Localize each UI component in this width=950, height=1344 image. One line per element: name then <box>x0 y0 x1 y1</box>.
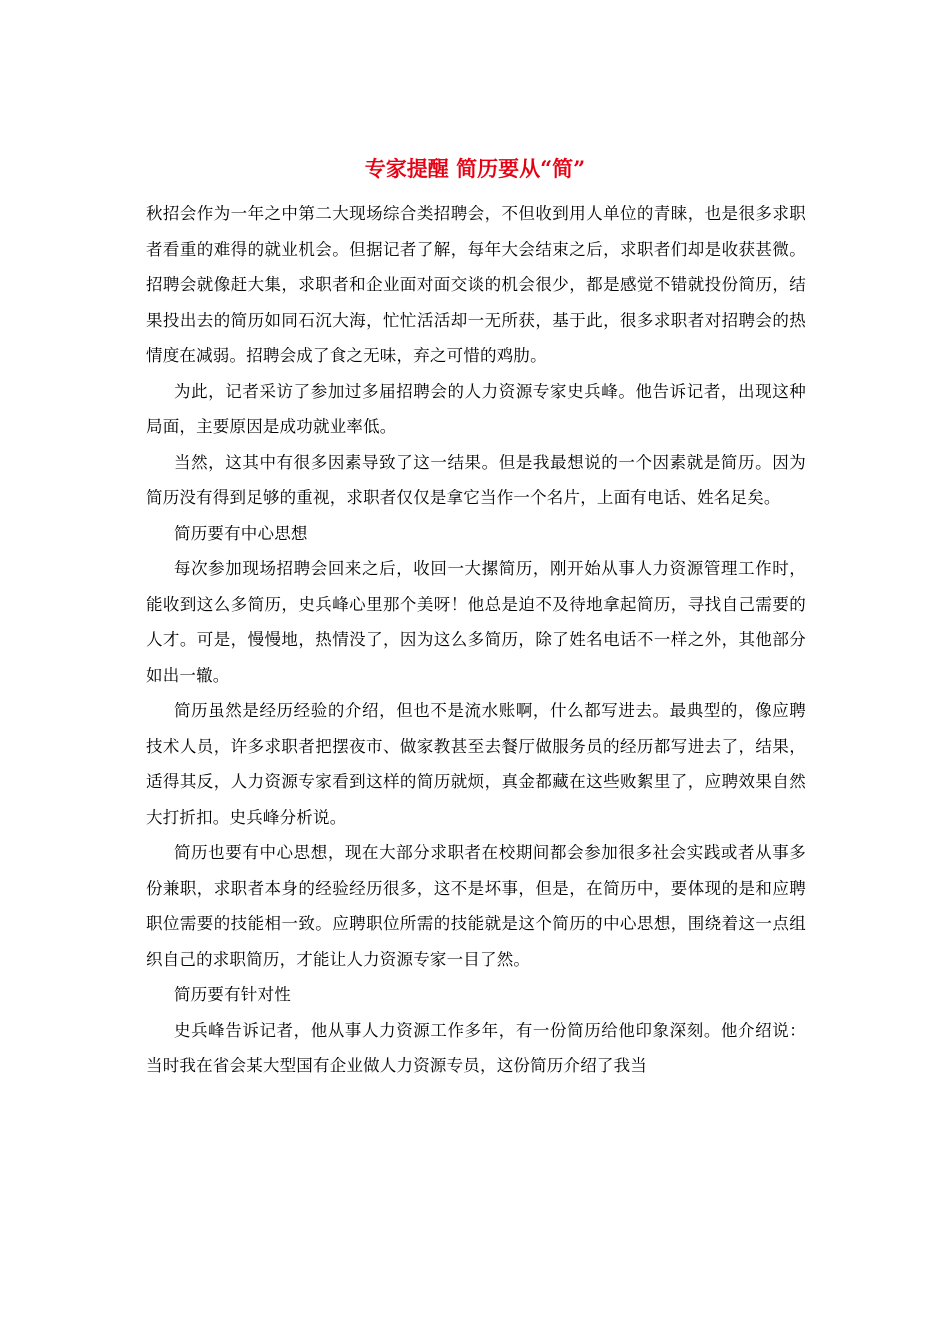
paragraph-central-idea: 简历也要有中心思想，现在大部分求职者在校期间都会参加很多社会实践或者从事多份兼职，求职者本身的经验经历很多，这不是坏事，但是，在简历中，要体现的是和应聘职位需要的技能相一致。应聘职位所需的技能就是这个简历的中心思想，围绕着这一点组织自己的求职简历，才能让人力资源专家一目了然。 <box>146 843 806 969</box>
paragraph-experience: 每次参加现场招聘会回来之后，收回一大摞简历，刚开始从事人力资源管理工作时，能收到这么多简历，史兵峰心里那个美呀！他总是迫不及待地拿起简历，寻找自己需要的人才。可是，慢慢地，热情没了，因为这么多简历，除了姓名电话不一样之外，其他部分如出一辙。 <box>146 559 806 685</box>
section-heading-central-idea: 简历要有中心思想 <box>174 523 308 543</box>
paragraph-anecdote: 史兵峰告诉记者，他从事人力资源工作多年，有一份简历给他印象深刻。他介绍说：当时我在省会某大型国有企业做人力资源专员，这份简历介绍了我当 <box>146 1020 806 1075</box>
section-heading-targeted: 简历要有针对性 <box>174 985 291 1004</box>
paragraph-not-ledger: 简历虽然是经历经验的介绍，但也不是流水账啊，什么都写进去。最典型的，像应聘技术人员，许多求职者把摆夜市、做家教甚至去餐厅做服务员的经历都写进去了，结果，适得其反，人力资源专家看到这样的简历就烦，真金都藏在这些败絮里了，应聘效果自然大打折扣。史兵峰分析说。 <box>146 701 806 827</box>
paragraph-interview: 为此，记者采访了参加过多届招聘会的人力资源专家史兵峰。他告诉记者，出现这种局面，主要原因是成功就业率低。 <box>146 381 806 436</box>
page-title: 专家提醒 简历要从“简” <box>364 156 586 181</box>
article-body <box>146 196 806 1084</box>
paragraph-intro: 秋招会作为一年之中第二大现场综合类招聘会，不但收到用人单位的青睐，也是很多求职者看重的难得的就业机会。但据记者了解，每年大会结束之后，求职者们却是收获甚微。招聘会就像赶大集，求职者和企业面对面交谈的机会很少，都是感觉不错就投份简历，结果投出去的简历如同石沉大海，忙忙活活却一无所获，基于此，很多求职者对招聘会的热情度在减弱。招聘会成了食之无味，弃之可惜的鸡肋。 <box>146 204 806 365</box>
paragraph-reason: 当然，这其中有很多因素导致了这一结果。但是我最想说的一个因素就是简历。因为简历没有得到足够的重视，求职者仅仅是拿它当作一个名片，上面有电话、姓名足矣。 <box>146 452 806 507</box>
